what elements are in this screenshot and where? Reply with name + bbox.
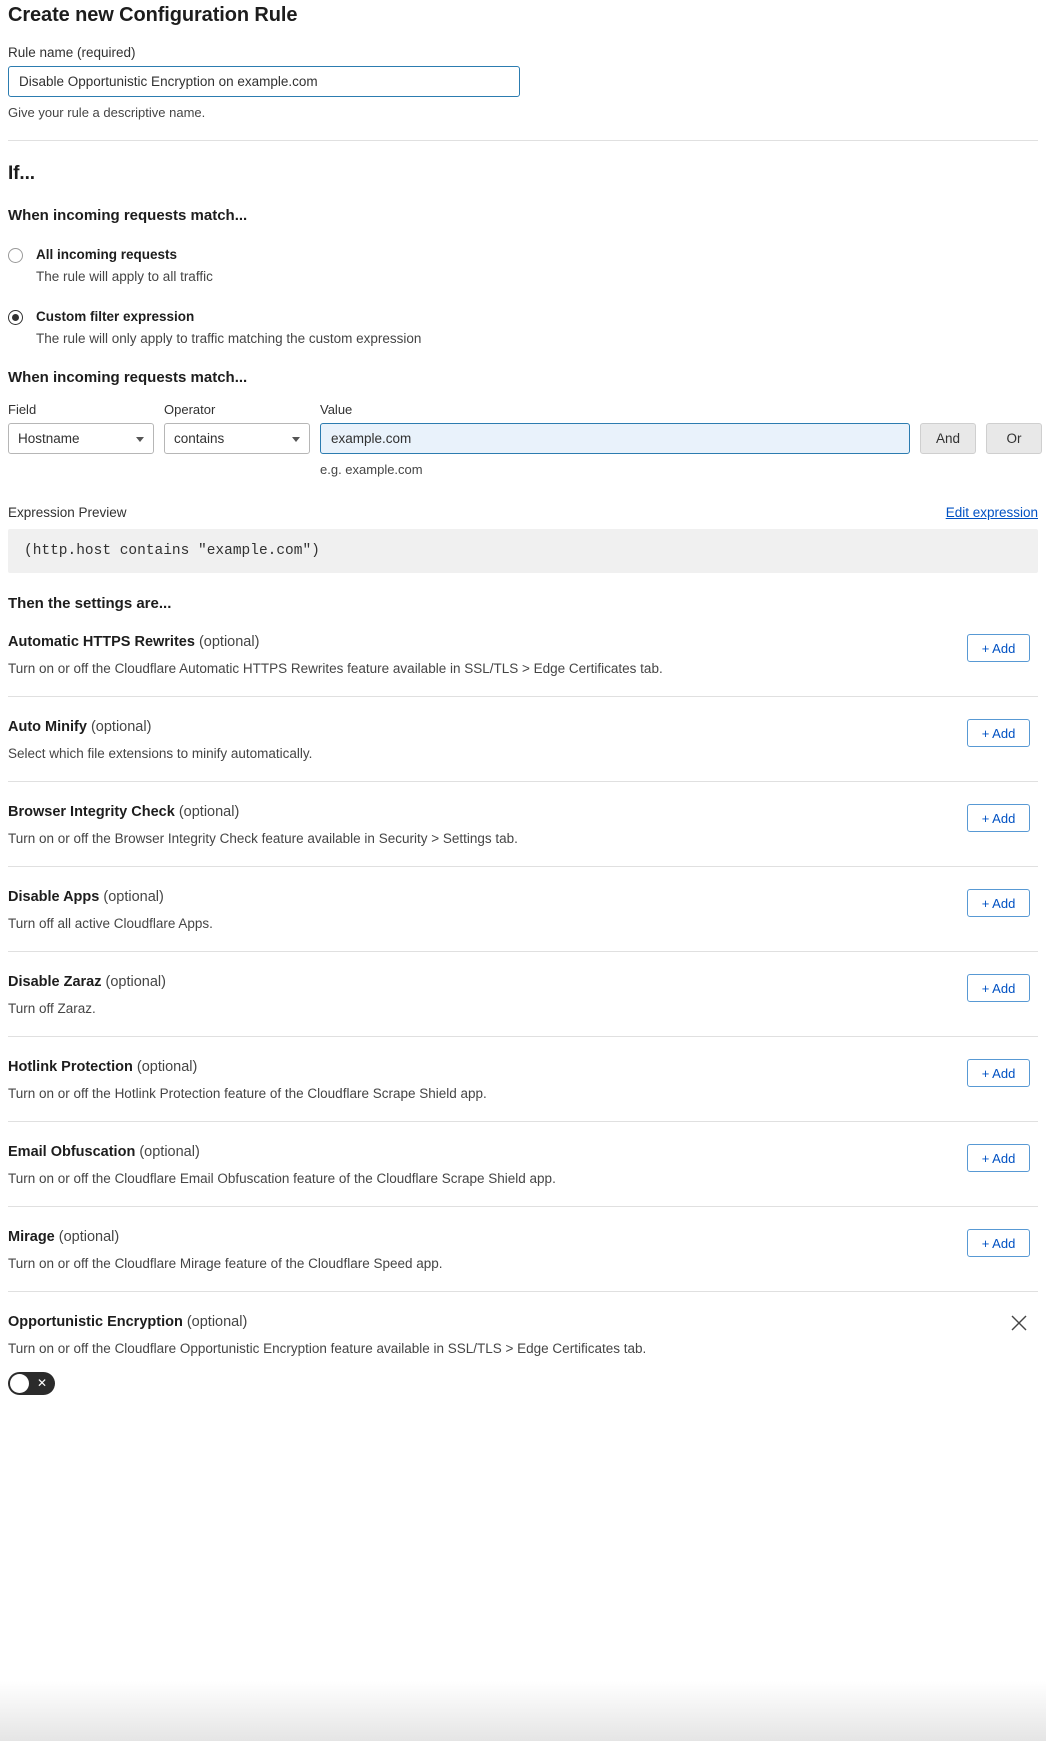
setting-description: Turn on or off the Cloudflare Mirage feature of the Cloudflare Speed app. (8, 1256, 443, 1272)
opportunistic-encryption-toggle[interactable] (8, 1372, 55, 1395)
operator-label: Operator (164, 402, 216, 418)
edit-expression-link[interactable]: Edit expression (945, 505, 1038, 521)
value-label: Value (320, 402, 353, 418)
setting-row (8, 1207, 1038, 1292)
expression-preview-box: (http.host contains "example.com") (8, 529, 1038, 573)
setting-description: Turn on or off the Cloudflare Opportunistic Encryption feature available in SSL/TLS > Edge Certificates tab. (8, 1341, 647, 1357)
setting-title (8, 974, 1038, 990)
setting-description: Select which file extensions to minify automatically. (8, 746, 313, 762)
operator-column (164, 402, 310, 454)
setting-optional: (optional) (90, 719, 152, 736)
page-title: Create new Configuration Rule (8, 4, 298, 26)
radio-label-custom-filter-expression: Custom filter expression (36, 308, 195, 324)
add-setting-button[interactable]: + Add (967, 1059, 1030, 1087)
field-select-value: Hostname (18, 431, 80, 447)
setting-optional: (optional) (198, 634, 260, 651)
setting-row (8, 1122, 1038, 1207)
value-input[interactable] (320, 423, 910, 454)
expression-preview-header (8, 505, 1038, 520)
if-section-heading: If... (8, 163, 35, 184)
setting-title (8, 889, 1038, 905)
configuration-rule-form (0, 4, 1046, 1420)
field-column (8, 402, 154, 454)
value-helper: e.g. example.com (320, 462, 423, 478)
radio-label-all-incoming-requests: All incoming requests (36, 247, 178, 262)
setting-optional: (optional) (186, 1314, 248, 1331)
setting-optional: (optional) (178, 804, 240, 821)
setting-optional: (optional) (105, 974, 166, 991)
setting-name: Hotlink Protection (8, 1059, 133, 1076)
expression-builder-row (8, 402, 1038, 477)
setting-row (8, 612, 1038, 697)
setting-title (8, 719, 1038, 735)
close-icon[interactable] (1008, 1312, 1030, 1334)
setting-optional: (optional) (58, 1229, 120, 1246)
rule-name-input[interactable] (8, 66, 520, 97)
and-button[interactable]: And (920, 423, 976, 454)
setting-title (8, 1314, 1038, 1330)
setting-title (8, 1059, 1038, 1075)
setting-row (8, 952, 1038, 1037)
setting-row (8, 697, 1038, 782)
add-setting-button[interactable]: + Add (967, 889, 1030, 917)
rule-name-helper: Give your rule a descriptive name. (8, 105, 206, 120)
setting-optional: (optional) (139, 1144, 200, 1161)
setting-name: Mirage (8, 1229, 55, 1246)
divider (8, 140, 1038, 141)
or-button[interactable]: Or (986, 423, 1042, 454)
toggle-wrapper (8, 1372, 1038, 1400)
setting-title (8, 1144, 1038, 1160)
setting-row (8, 1037, 1038, 1122)
value-column (320, 402, 910, 477)
setting-name: Disable Apps (8, 889, 100, 906)
setting-description: Turn off all active Cloudflare Apps. (8, 916, 213, 932)
setting-name: Automatic HTTPS Rewrites (8, 634, 195, 651)
add-setting-button[interactable]: + Add (967, 634, 1030, 662)
setting-optional: (optional) (136, 1059, 198, 1076)
operator-select[interactable] (164, 423, 310, 454)
add-setting-button[interactable]: + Add (967, 719, 1030, 747)
setting-name: Email Obfuscation (8, 1144, 136, 1161)
field-select[interactable] (8, 423, 154, 454)
toggle-knob (10, 1374, 29, 1393)
chevron-down-icon (136, 437, 144, 442)
then-section-heading: Then the settings are... (8, 595, 172, 613)
add-setting-button[interactable]: + Add (967, 1144, 1030, 1172)
radio-desc-custom-filter-expression: The rule will only apply to traffic matching the custom expression (36, 330, 422, 346)
expression-builder-heading: When incoming requests match... (8, 369, 248, 387)
setting-name: Browser Integrity Check (8, 804, 175, 821)
chevron-down-icon (292, 437, 300, 442)
setting-title (8, 1229, 1038, 1245)
setting-description: Turn off Zaraz. (8, 1001, 96, 1017)
radio-icon-custom-filter-expression[interactable] (8, 310, 23, 325)
rule-name-label: Rule name (required) (8, 45, 136, 60)
setting-title (8, 804, 1038, 820)
setting-row (8, 782, 1038, 867)
add-setting-button[interactable]: + Add (967, 804, 1030, 832)
setting-title (8, 634, 1038, 650)
match-heading: When incoming requests match... (8, 207, 248, 224)
setting-description: Turn on or off the Cloudflare Email Obfuscation feature of the Cloudflare Scrape Shield app. (8, 1171, 556, 1187)
setting-name: Opportunistic Encryption (8, 1314, 183, 1331)
add-setting-button[interactable]: + Add (967, 974, 1030, 1002)
add-setting-button[interactable]: + Add (967, 1229, 1030, 1257)
or-column (986, 402, 1042, 454)
expression-preview-label: Expression Preview (8, 505, 127, 521)
radio-desc-all-incoming-requests: The rule will apply to all traffic (36, 269, 213, 284)
radio-icon-all-incoming-requests[interactable] (8, 248, 23, 263)
setting-name: Auto Minify (8, 719, 87, 736)
setting-name: Disable Zaraz (8, 974, 102, 991)
toggle-off-glyph: ✕ (36, 1376, 47, 1391)
setting-optional: (optional) (103, 889, 164, 906)
setting-description: Turn on or off the Cloudflare Automatic HTTPS Rewrites feature available in SSL/TLS > Edge Certificates tab. (8, 661, 663, 677)
bottom-fade-overlay (0, 1681, 1046, 1741)
radio-option-all-incoming-requests[interactable] (8, 246, 1038, 286)
field-label: Field (8, 402, 37, 418)
setting-description: Turn on or off the Hotlink Protection feature of the Cloudflare Scrape Shield app. (8, 1086, 487, 1102)
and-column (920, 402, 976, 454)
setting-row (8, 867, 1038, 952)
operator-select-value: contains (174, 431, 225, 447)
setting-description: Turn on or off the Browser Integrity Check feature available in Security > Settings tab. (8, 831, 518, 847)
radio-option-custom-filter-expression[interactable] (8, 308, 1038, 348)
setting-row-opportunistic-encryption (8, 1292, 1038, 1420)
